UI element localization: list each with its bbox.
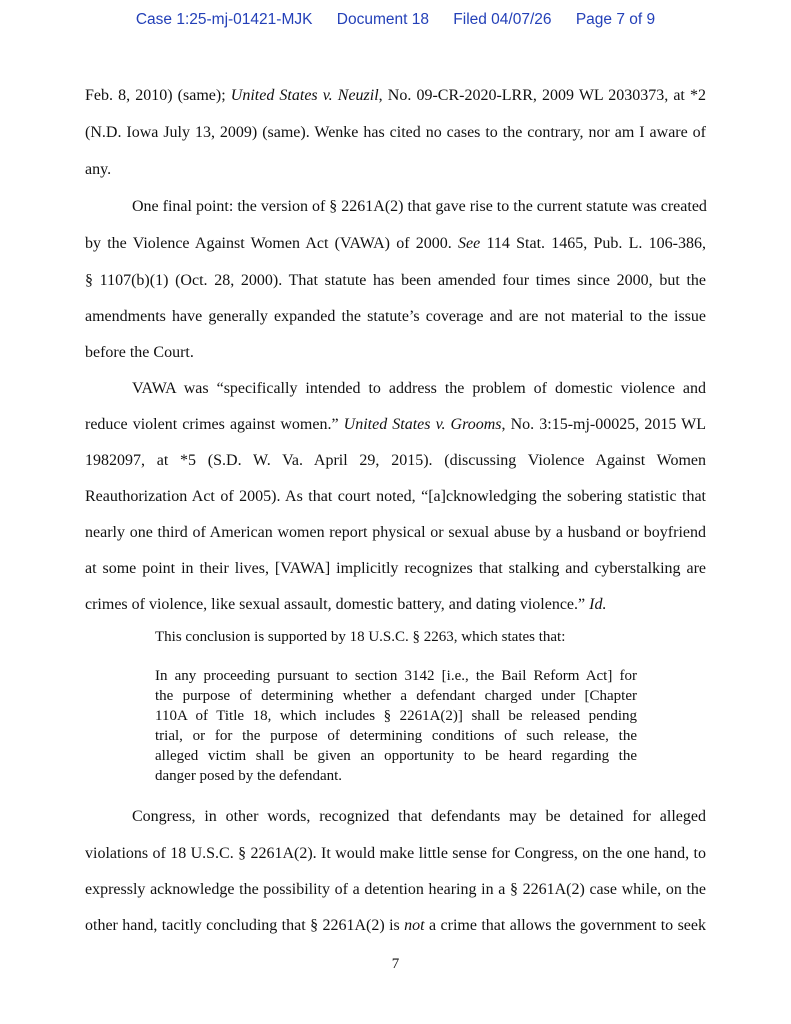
page-indicator: Page 7 of 9: [575, 11, 656, 28]
case-header: [0, 11, 791, 29]
text-line: reduce violent crimes against women.” United States v. Grooms, No. 3:15-mj-00025, 2015 WL: [85, 416, 706, 433]
blockquote-line: danger posed by the defendant.: [155, 768, 343, 784]
document-number: Document 18: [336, 11, 429, 28]
text-line: Congress, in other words, recognized that defendants may be detained for alleged: [132, 808, 706, 825]
text-line: Feb. 8, 2010) (same); United States v. Neuzil, No. 09-CR-2020-LRR, 2009 WL 2030373, at *2: [85, 87, 706, 104]
blockquote-intro: This conclusion is supported by 18 U.S.C. § 2263, which states that:: [155, 629, 566, 645]
text-line: expressly acknowledge the possibility of a detention hearing in a § 2261A(2) case while, on the: [85, 881, 706, 898]
text-line: One final point: the version of § 2261A(2) that gave rise to the current statute was created: [132, 198, 707, 215]
blockquote-line: alleged victim shall be given an opportunity to be heard regarding the: [155, 748, 637, 764]
filed-date: Filed 04/07/26: [453, 11, 552, 28]
blockquote-line: trial, or for the purpose of determining conditions of such release, the: [155, 728, 637, 744]
blockquote-line: the purpose of determining whether a defendant charged under [Chapter: [155, 688, 637, 704]
blockquote-line: In any proceeding pursuant to section 3142 [i.e., the Bail Reform Act] for: [155, 668, 637, 684]
case-number: Case 1:25-mj-01421-MJK: [135, 11, 313, 28]
text-line: crimes of violence, like sexual assault, domestic battery, and dating violence.” Id.: [85, 596, 607, 613]
text-line: before the Court.: [85, 344, 194, 361]
text-line: other hand, tacitly concluding that § 2261A(2) is not a crime that allows the government to seek: [85, 917, 706, 934]
text-line: nearly one third of American women report physical or sexual abuse by a husband or boyfriend: [85, 524, 706, 541]
text-line: at some point in their lives, [VAWA] implicitly recognizes that stalking and cyberstalking are: [85, 560, 706, 577]
text-line: any.: [85, 161, 112, 178]
text-line: VAWA was “specifically intended to address the problem of domestic violence and: [132, 380, 706, 397]
text-line: 1982097, at *5 (S.D. W. Va. April 29, 2015). (discussing Violence Against Women: [85, 452, 706, 469]
text-line: violations of 18 U.S.C. § 2261A(2). It would make little sense for Congress, on the one hand, to: [85, 845, 706, 862]
text-line: Reauthorization Act of 2005). As that court noted, “[a]cknowledging the sobering statistic that: [85, 488, 706, 505]
text-line: (N.D. Iowa July 13, 2009) (same). Wenke has cited no cases to the contrary, nor am I aware of: [85, 124, 706, 141]
text-line: amendments have generally expanded the statute’s coverage and are not material to the issue: [85, 308, 706, 325]
text-line: § 1107(b)(1) (Oct. 28, 2000). That statute has been amended four times since 2000, but the: [85, 272, 706, 289]
text-line: by the Violence Against Women Act (VAWA) of 2000. See 114 Stat. 1465, Pub. L. 106-386,: [85, 235, 706, 252]
page-number: 7: [391, 956, 400, 972]
blockquote-line: 110A of Title 18, which includes § 2261A(2)] shall be released pending: [155, 708, 637, 724]
